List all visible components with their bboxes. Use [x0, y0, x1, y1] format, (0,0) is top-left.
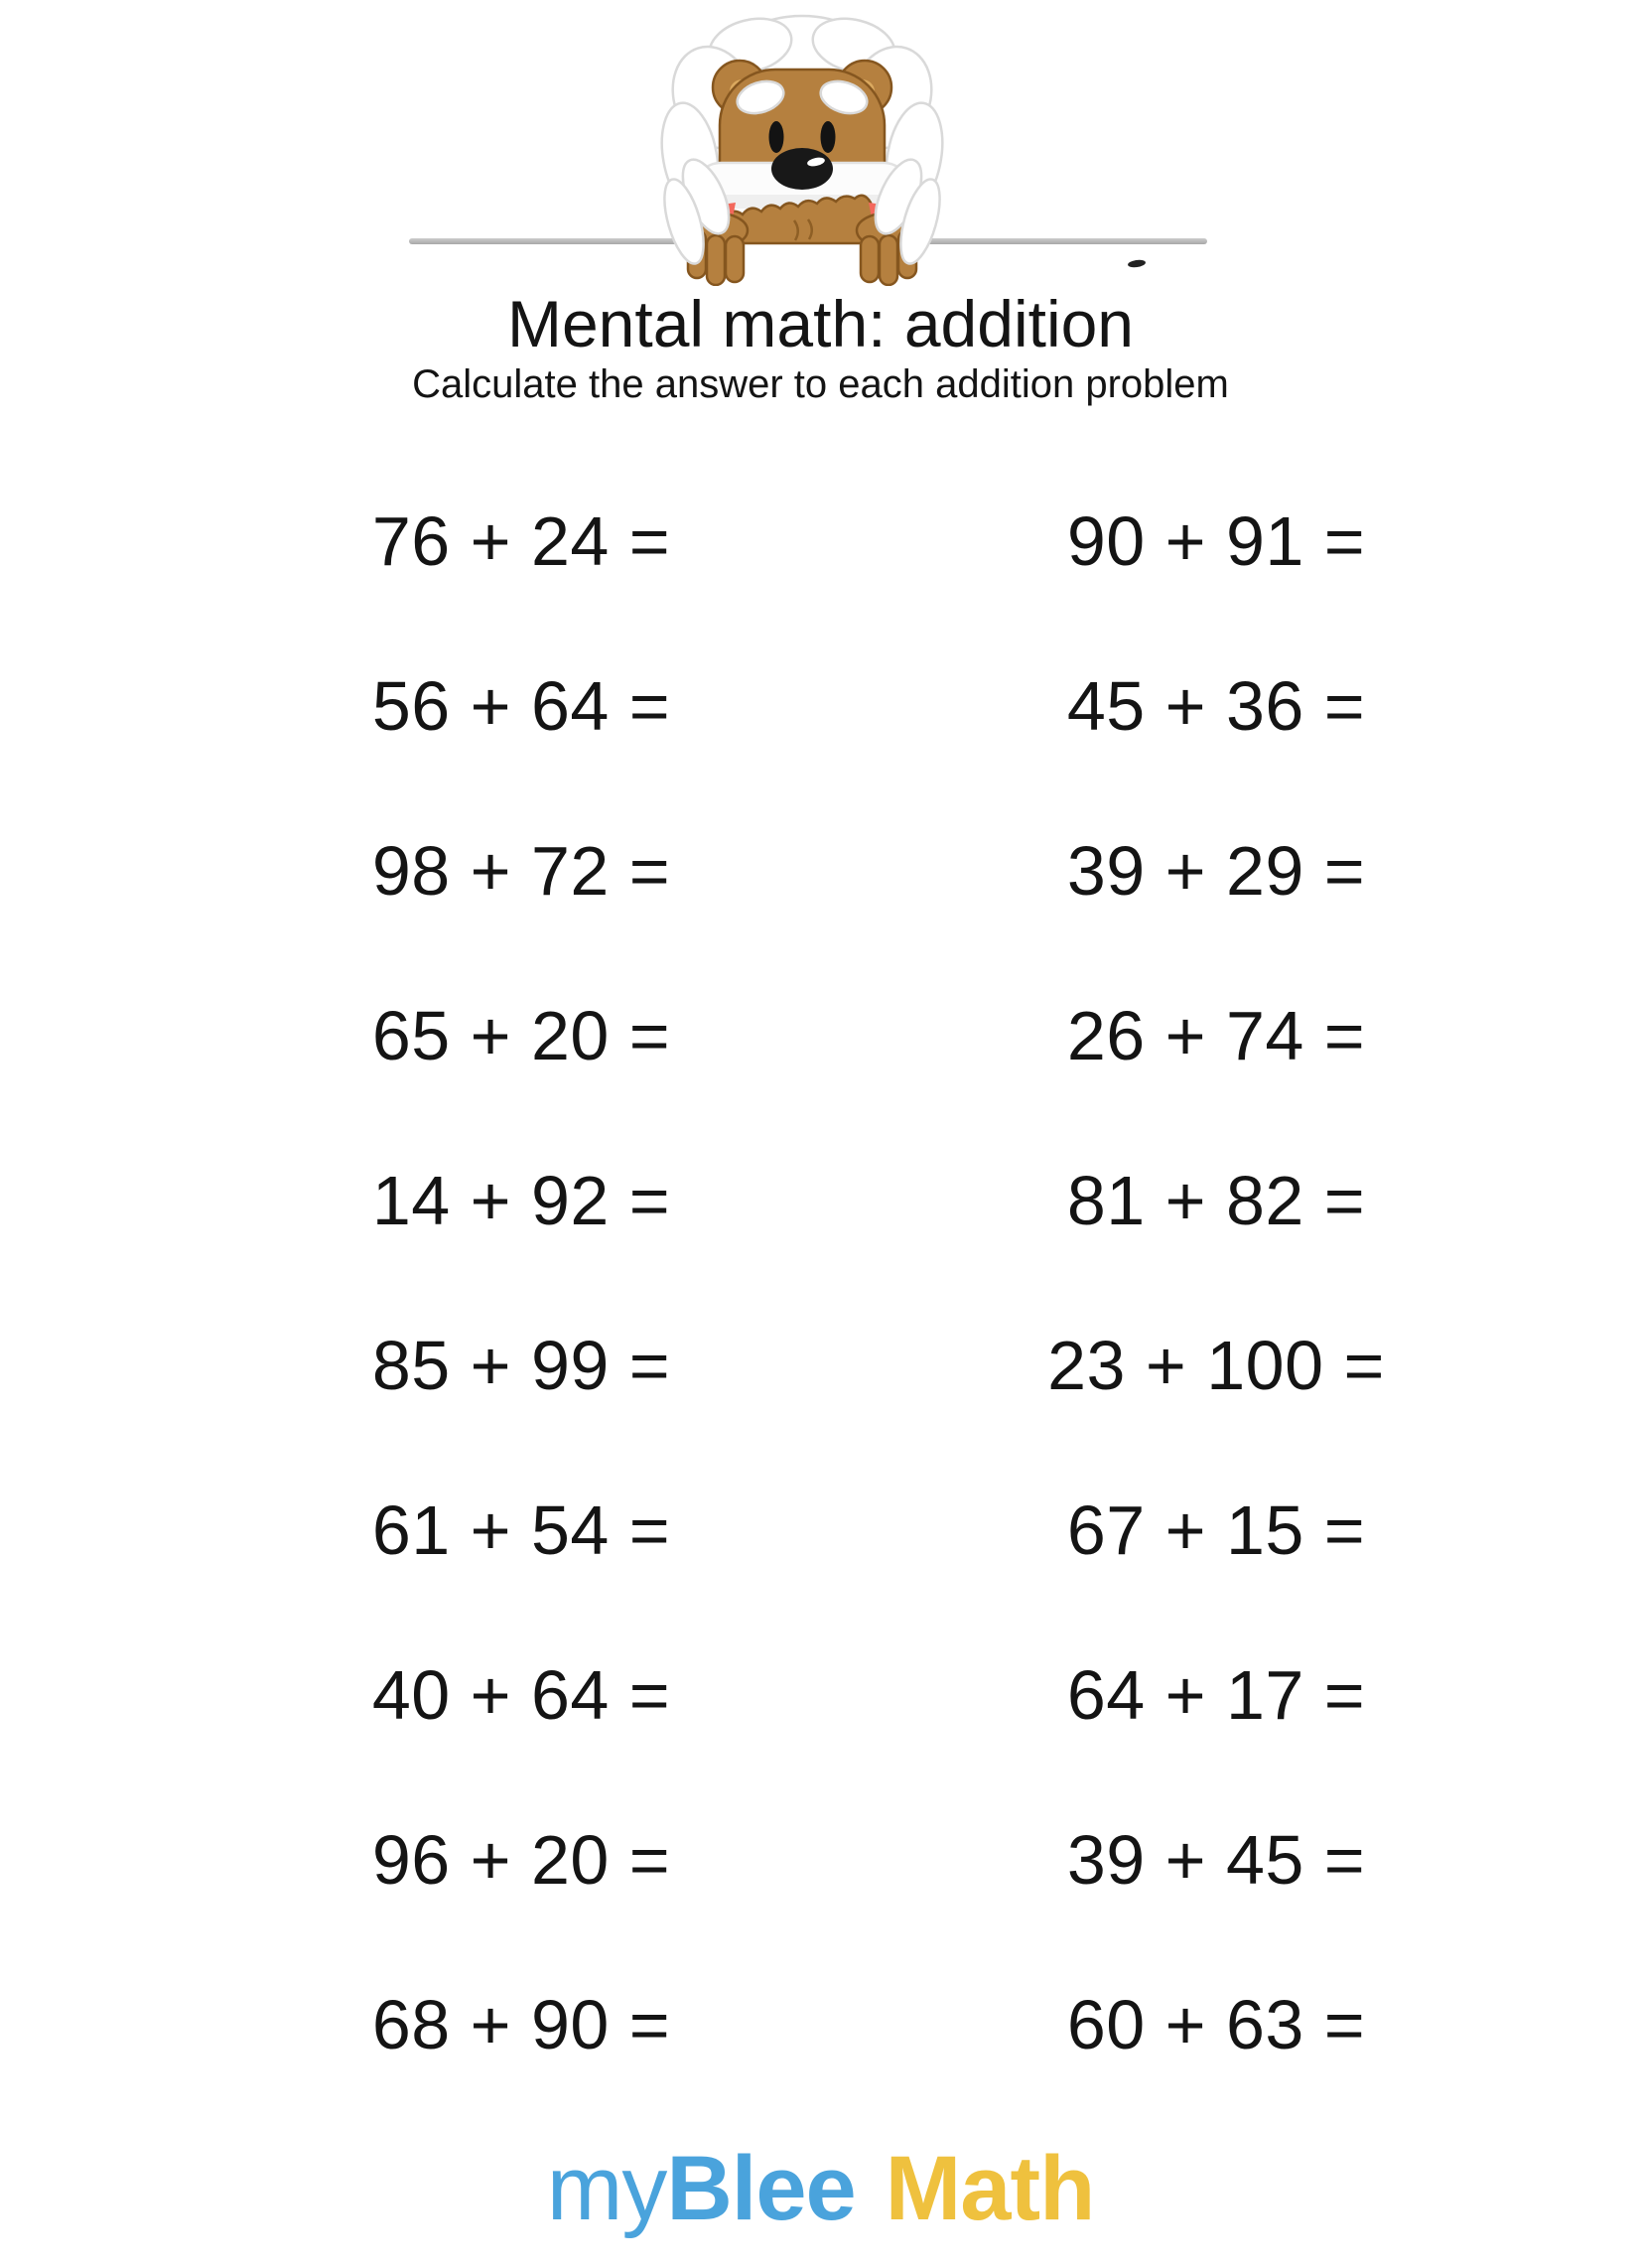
- myblee-math-logo: [0, 2138, 1641, 2239]
- addition-problem-left: 68 + 90 =: [371, 1986, 671, 2063]
- addition-problem-right: 39 + 45 =: [1066, 1821, 1366, 1899]
- page-subtitle: Calculate the answer to each addition problem: [412, 362, 1229, 406]
- problems-grid: [0, 459, 1641, 2107]
- problem-row: [0, 788, 1641, 953]
- addition-problem-right: 39 + 29 =: [1066, 832, 1366, 910]
- addition-problem-right: 67 + 15 =: [1066, 1491, 1366, 1569]
- addition-problem-left: 96 + 20 =: [371, 1821, 671, 1899]
- problem-row: [0, 1613, 1641, 1777]
- problem-row: [0, 1448, 1641, 1613]
- problem-row: [0, 459, 1641, 624]
- addition-problem-left: 56 + 64 =: [371, 667, 671, 745]
- addition-problem-right: 23 + 100 =: [1047, 1327, 1385, 1404]
- addition-problem-right: 81 + 82 =: [1066, 1162, 1366, 1239]
- addition-problem-left: 76 + 24 =: [371, 502, 671, 580]
- addition-problem-left: 98 + 72 =: [371, 832, 671, 910]
- problem-row: [0, 953, 1641, 1118]
- addition-problem-left: 65 + 20 =: [371, 997, 671, 1074]
- addition-problem-right: 64 + 17 =: [1066, 1656, 1366, 1734]
- problem-row: [0, 624, 1641, 788]
- problem-row: [0, 1942, 1641, 2107]
- problem-row: [0, 1283, 1641, 1448]
- problem-row: [0, 1777, 1641, 1942]
- addition-problem-left: 14 + 92 =: [371, 1162, 671, 1239]
- addition-problem-left: 40 + 64 =: [371, 1656, 671, 1734]
- problem-row: [0, 1118, 1641, 1283]
- logo-text-math: Math: [885, 2138, 1095, 2239]
- logo-text-my: my: [546, 2138, 667, 2239]
- addition-problem-right: 45 + 36 =: [1066, 667, 1366, 745]
- page-title: Mental math: addition: [506, 287, 1135, 360]
- addition-problem-right: 90 + 91 =: [1066, 502, 1366, 580]
- logo-text-blee: Blee: [666, 2138, 856, 2239]
- addition-problem-left: 61 + 54 =: [371, 1491, 671, 1569]
- ink-smudge: [1128, 259, 1147, 268]
- addition-problem-right: 60 + 63 =: [1066, 1986, 1366, 2063]
- addition-problem-right: 26 + 74 =: [1066, 997, 1366, 1074]
- bear-nose: [771, 148, 833, 190]
- addition-problem-left: 85 + 99 =: [371, 1327, 671, 1404]
- bear-mascot-icon: [647, 8, 957, 286]
